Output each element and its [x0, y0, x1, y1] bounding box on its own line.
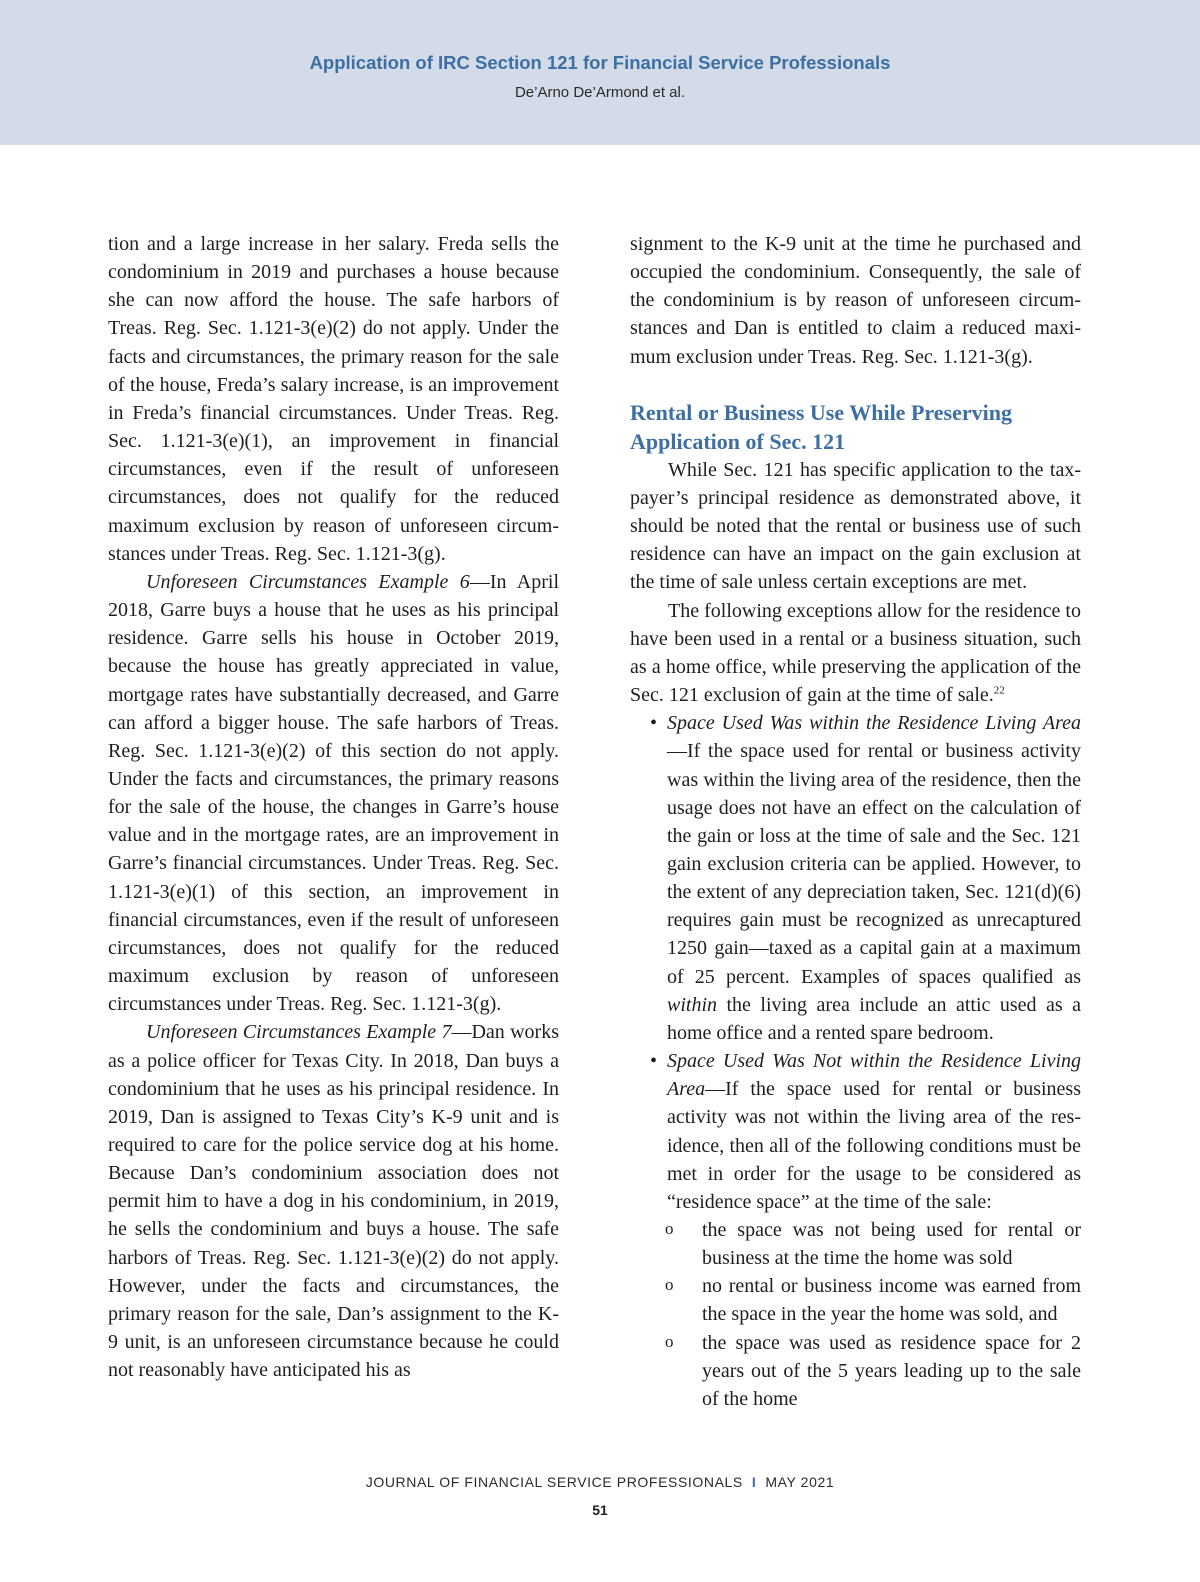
footer-journal-name: JOURNAL OF FINANCIAL SERVICE PROFESSIONALS [365, 1474, 743, 1490]
paragraph-exceptions-intro [630, 597, 1081, 710]
bullet-within-emphasis: within [667, 993, 718, 1016]
bullet-within-text-a: —If the space used for rental or business activity was within the living area of the residence, then the usage does not have an effect on the calculation of the gain or loss at the time of sale and the Sec. 121 gain exclusion criteria can be applied. However, to the extent of any depreciation taken, Sec. 121(d)(6) requires gain must be recognized as unrecaptured 1250 gain—taxed as a capital gain at a maximum of 25 percent. Examples of spaces qualified as [667, 740, 1081, 988]
bullet-not-within-text: —If the space used for rental or business activity was not within the living area of the residence, then all of the following conditions must be met in order for the usage to be considered as “residence space” at the time of the sale: [667, 1078, 1081, 1213]
sub-list-item-text: the space was not being used for rental or business at the time the home was sold [702, 1219, 1081, 1270]
paragraph-example-7 [108, 1018, 559, 1384]
sub-list-item [630, 1329, 1081, 1413]
bullet-within-text-b: the living area include an attic used as a home office and a rented spare bedroom. [667, 993, 1081, 1044]
bullet-icon: • [650, 712, 658, 735]
footnote-ref: 22 [993, 684, 1005, 697]
example-7-label: Unforeseen Circumstances Example 7 [146, 1021, 452, 1044]
example-6-label: Unforeseen Circumstances Example 6 [146, 570, 470, 593]
running-header-band [0, 0, 1200, 145]
running-footer [0, 1474, 1200, 1490]
right-column [630, 230, 1081, 1413]
running-header-authors: De’Arno De’Armond et al. [514, 84, 686, 101]
sub-bullet-icon: o [665, 1275, 674, 1295]
running-header-title: Application of IRC Section 121 for Financial Service Professionals [309, 52, 891, 73]
footer-issue-date: MAY 2021 [765, 1474, 835, 1490]
left-column [108, 230, 559, 1384]
exceptions-intro-text: The following exceptions allow for the residence to have been used in a rental or a business situation, such as a home office, while preserving the application of the Sec. 121 exclusion of gain at the time of sale. [630, 599, 1081, 707]
sub-list-item [630, 1272, 1081, 1328]
section-heading: Rental or Business Use While Preserving Application of Sec. 121 [630, 399, 1012, 454]
paragraph-example-6 [108, 568, 559, 1019]
example-7-text: —Dan works as a police officer for Texas City. In 2018, Dan buys a condominium that he uses as his principal residence. In 2019, Dan is assigned to Texas City’s K-9 unit and is required to care for the police service dog at his home. Because Dan’s condominium association does not permit him to have a dog in his condominium, in 2019, he sells the condominium and buys a house. The safe harbors of Treas. Reg. Sec. 1.121-3(e)(2) do not apply. However, under the facts and circumstances, the primary reason for the sale, Dan’s assignment to the K-9 unit, is an unforeseen circumstance because he could not reasonably have anticipated his as [108, 1021, 559, 1382]
page-number: 51 [592, 1502, 608, 1518]
bullet-item-within [630, 709, 1081, 1047]
example-6-text: —In April 2018, Garre buys a house that he uses as his principal residence. Garre sells his house in October 2019, because the house has greatly appreciated in value, mortgage rates have substantially decreased, and Garre can afford a bigger house. The safe harbors of Treas. Reg. Sec. 1.121-3(e)(2) of this section do not apply. Under the facts and circumstances, the primary reasons for the sale of the house, the changes in Garre’s house value and in the mortgage rates, are an improvement in Garre’s financial circumstances. Under Treas. Reg. Sec. 1.121-3(e)(1) of this section, an improvement in financial circumstances, even if the result of unforeseen circumstances, does not qualify for the reduced maximum exclusion by reason of unforeseen circumstances under Treas. Reg. Sec. 1.121-3(g). [108, 570, 559, 1016]
footer-separator: I [751, 1474, 757, 1490]
paragraph-dan-conclusion: signment to the K-9 unit at the time he purchased and occupied the condominium. Consequently, the sale of the condominium is by reason of unforeseen circumstances and Dan is entitled to claim a reduced maximum exclusion under Treas. Reg. Sec. 1.121-3(g). [630, 233, 1081, 368]
bullet-item-not-within [630, 1047, 1081, 1216]
sub-list-item-text: the space was used as residence space for 2 years out of the 5 years leading up to the sale of the home [702, 1331, 1081, 1410]
paragraph-section-intro: While Sec. 121 has specific application to the taxpayer’s principal residence as demonstrated above, it should be noted that the rental or business use of such residence can have an impact on the gain exclusion at the time of sale unless certain exceptions are met. [630, 458, 1081, 594]
sub-bullet-icon: o [665, 1219, 674, 1238]
bullet-icon: • [650, 1050, 658, 1073]
bullet-not-within-label: Space Used Was Not within the Residence Living Area [667, 1050, 1081, 1101]
sub-bullet-icon: o [665, 1331, 674, 1351]
bullet-within-label: Space Used Was within the Residence Living Area [667, 712, 1081, 735]
paragraph-freda-conclusion: tion and a large increase in her salary. Freda sells the condominium in 2019 and purchases a house because she can now afford the house. The safe harbors of Treas. Reg. Sec. 1.121-3(e)(2) do not apply. Under the facts and circumstances, the primary reason for the sale of the house, Freda’s salary increase, is an improvement in Freda’s financial circumstances. Under Treas. Reg. Sec. 1.121-3(e)(1), an improvement in financial circumstances, even if the result of unforeseen circumstances, does not qualify for the reduced maximum exclusion by reason of unforeseen circumstances under Treas. Reg. Sec. 1.121-3(g). [108, 233, 559, 565]
sub-list-item [630, 1216, 1081, 1272]
sub-list-item-text: no rental or business income was earned from the space in the year the home was sold, and [702, 1275, 1081, 1326]
